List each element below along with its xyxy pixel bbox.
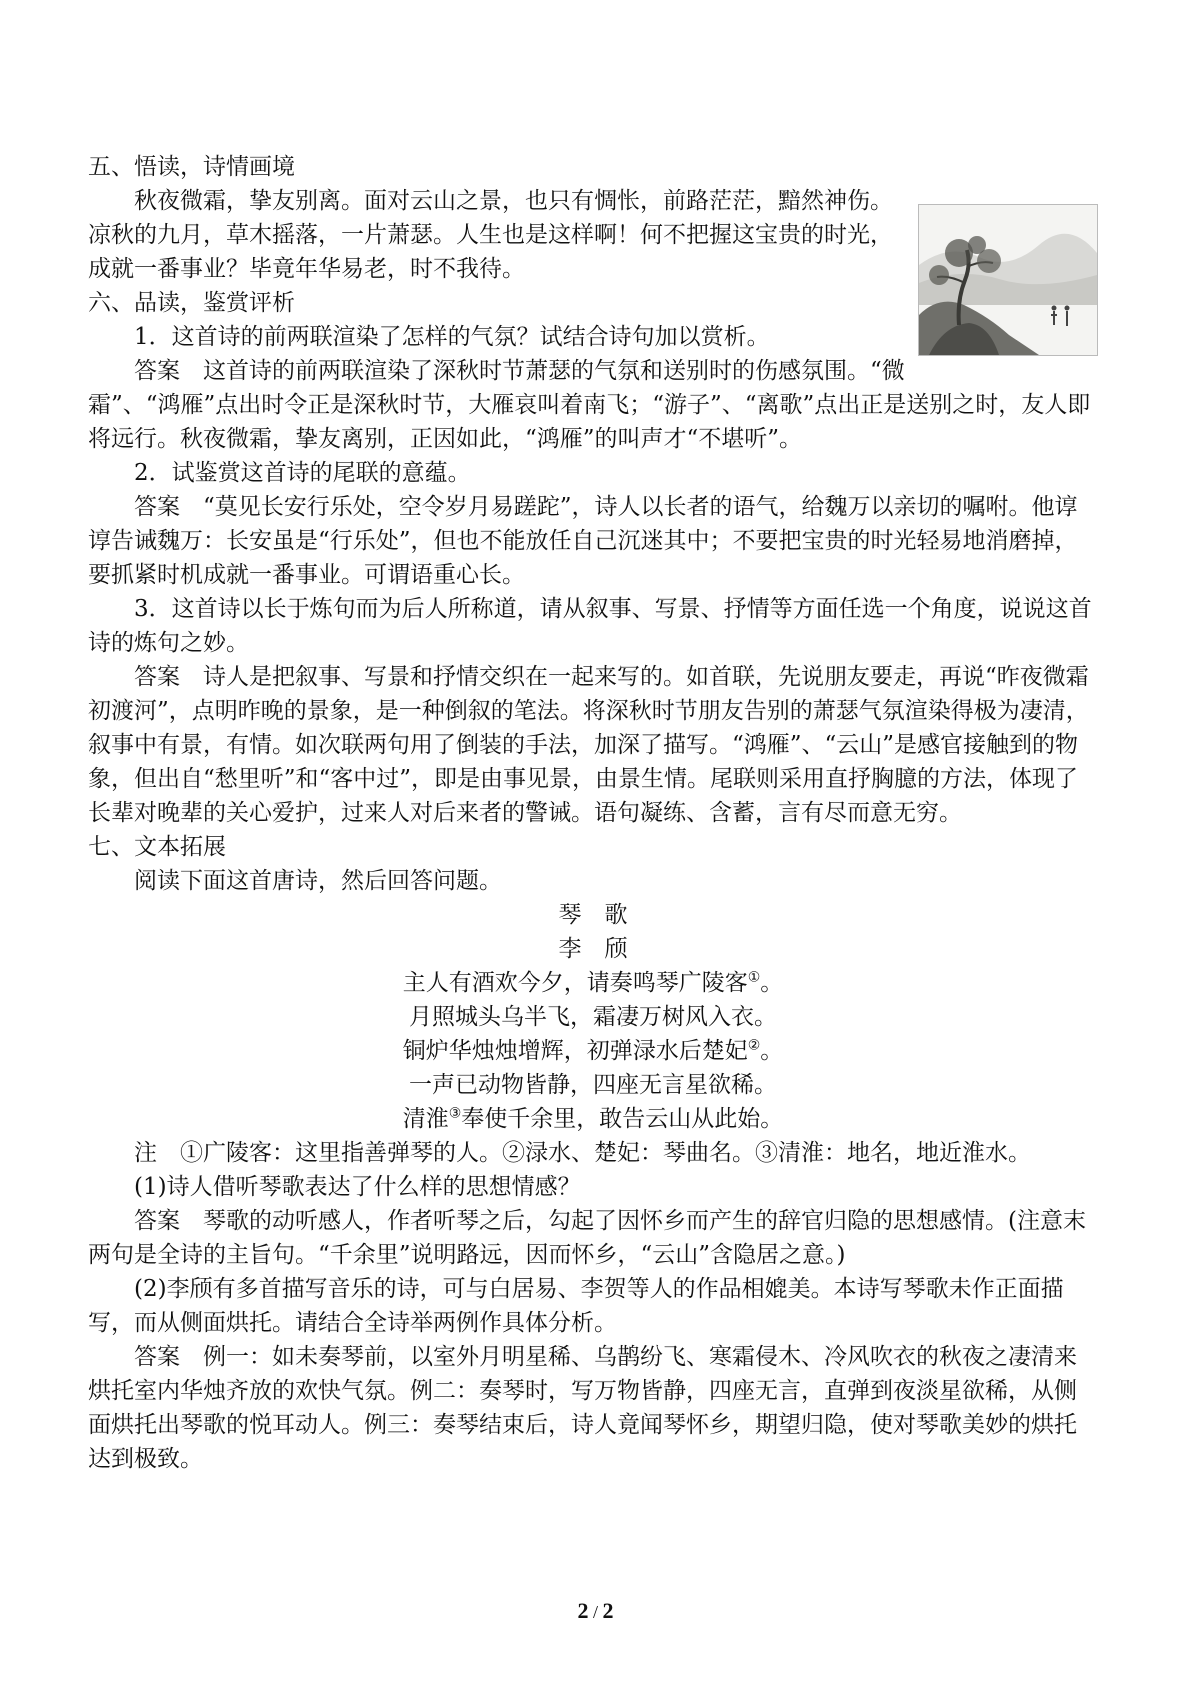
- poem-line-3: 铜炉华烛烛增辉，初弹渌水后楚妃②。: [402, 1037, 784, 1064]
- poem-notes: 注 ①广陵客：这里指善弹琴的人。②渌水、楚妃：琴曲名。③清淮：地名，地近淮水。: [134, 1140, 1031, 1166]
- answer-1: 答案 这首诗的前两联渲染了深秋时节萧瑟的气氛和送别时的伤感氛围。“微霜”、“鸿雁”点出时令正是深秋时节，大雁哀叫着南飞；“游子”、“离歌”点出正是送别之时，友人即将远行。秋夜微霜，挚友离别，正因如此，“鸿雁”的叫声才“不堪听”。: [88, 358, 1091, 452]
- extension-question-2: (2)李颀有多首描写音乐的诗，可与白居易、李贺等人的作品相媲美。本诗写琴歌未作正面描写，而从侧面烘托。请结合全诗举两例作具体分析。: [88, 1276, 1064, 1336]
- page-separator: /: [588, 1602, 603, 1622]
- footnote-marker-2: ②: [747, 1037, 761, 1054]
- page-number: [0, 1594, 1191, 1629]
- question-3: 3．这首诗以长于炼句而为后人所称道，请从叙事、写景、抒情等方面任选一个角度，说说这首诗的炼句之妙。: [88, 596, 1092, 656]
- poem-line-4: 一声已动物皆静，四座无言星欲稀。: [409, 1072, 777, 1098]
- section-heading-5: 五、悟读，诗情画境: [88, 154, 295, 180]
- section5-paragraph: 秋夜微霜，挚友别离。面对云山之景，也只有惆怅，前路茫茫，黯然神伤。凉秋的九月，草木摇落，一片萧瑟。人生也是这样啊！何不把握这宝贵的时光，成就一番事业？毕竟年华易老，时不我待。: [88, 188, 893, 282]
- question-1: 1．这首诗的前两联渲染了怎样的气氛？试结合诗句加以赏析。: [134, 324, 770, 350]
- poem-block: [88, 898, 1098, 1136]
- page-total: 2: [602, 1598, 614, 1623]
- poem-author: 李 颀: [558, 936, 628, 962]
- answer-3: 答案 诗人是把叙事、写景和抒情交织在一起来写的。如首联，先说朋友要走，再说“昨夜微霜初渡河”，点明昨晚的景象，是一种倒叙的笔法。将深秋时节朋友告别的萧瑟气氛渲染得极为凄清，叙事中有景，有情。如次联两句用了倒装的手法，加深了描写。“鸿雁”、“云山”是感官接触到的物象，但出自“愁里听”和“客中过”，即是由事见景，由景生情。尾联则采用直抒胸臆的方法，体现了长辈对晚辈的关心爱护，过来人对后来者的警诫。语句凝练、含蓄，言有尽而意无穷。: [88, 664, 1089, 826]
- poem-title: 琴 歌: [558, 902, 628, 928]
- landscape-illustration: [918, 204, 1098, 356]
- page-current: 2: [577, 1598, 589, 1623]
- extension-answer-1: 答案 琴歌的动听感人，作者听琴之后，勾起了因怀乡而产生的辞官归隐的思想感情。(注意末两句是全诗的主旨句。“千余里”说明路远，因而怀乡，“云山”含隐居之意。): [88, 1208, 1086, 1268]
- reading-intro: 阅读下面这首唐诗，然后回答问题。: [134, 868, 502, 894]
- question-2: 2．试鉴赏这首诗的尾联的意蕴。: [134, 460, 471, 486]
- footnote-marker-3: ③: [448, 1105, 462, 1122]
- poem-line-5: 清淮③奉使千余里，敢告云山从此始。: [402, 1105, 784, 1132]
- poem-line-2: 月照城头乌半飞，霜凄万树风入衣。: [409, 1004, 777, 1030]
- poem-line-1: 主人有酒欢今夕，请奏鸣琴广陵客①。: [402, 969, 784, 996]
- extension-question-1: (1)诗人借听琴歌表达了什么样的思想情感？: [134, 1174, 581, 1200]
- ink-landscape-image: [919, 205, 1097, 355]
- document-body: [88, 150, 1098, 1476]
- extension-answer-2: 答案 例一：如未奏琴前，以室外月明星稀、乌鹊纷飞、寒霜侵木、冷风吹衣的秋夜之凄清来烘托室内华烛齐放的欢快气氛。例二：奏琴时，写万物皆静，四座无言，直弹到夜淡星欲稀，从侧面烘托出琴歌的悦耳动人。例三：奏琴结束后，诗人竟闻琴怀乡，期望归隐，使对琴歌美妙的烘托达到极致。: [88, 1344, 1077, 1472]
- section-heading-7: 七、文本拓展: [88, 834, 226, 860]
- answer-2: 答案 “莫见长安行乐处，空令岁月易蹉跎”，诗人以长者的语气，给魏万以亲切的嘱咐。他谆谆告诫魏万：长安虽是“行乐处”，但也不能放任自己沉迷其中；不要把宝贵的时光轻易地消磨掉，要抓紧时机成就一番事业。可谓语重心长。: [88, 494, 1078, 588]
- footnote-marker-1: ①: [747, 969, 761, 986]
- section-heading-6: 六、品读，鉴赏评析: [88, 290, 295, 316]
